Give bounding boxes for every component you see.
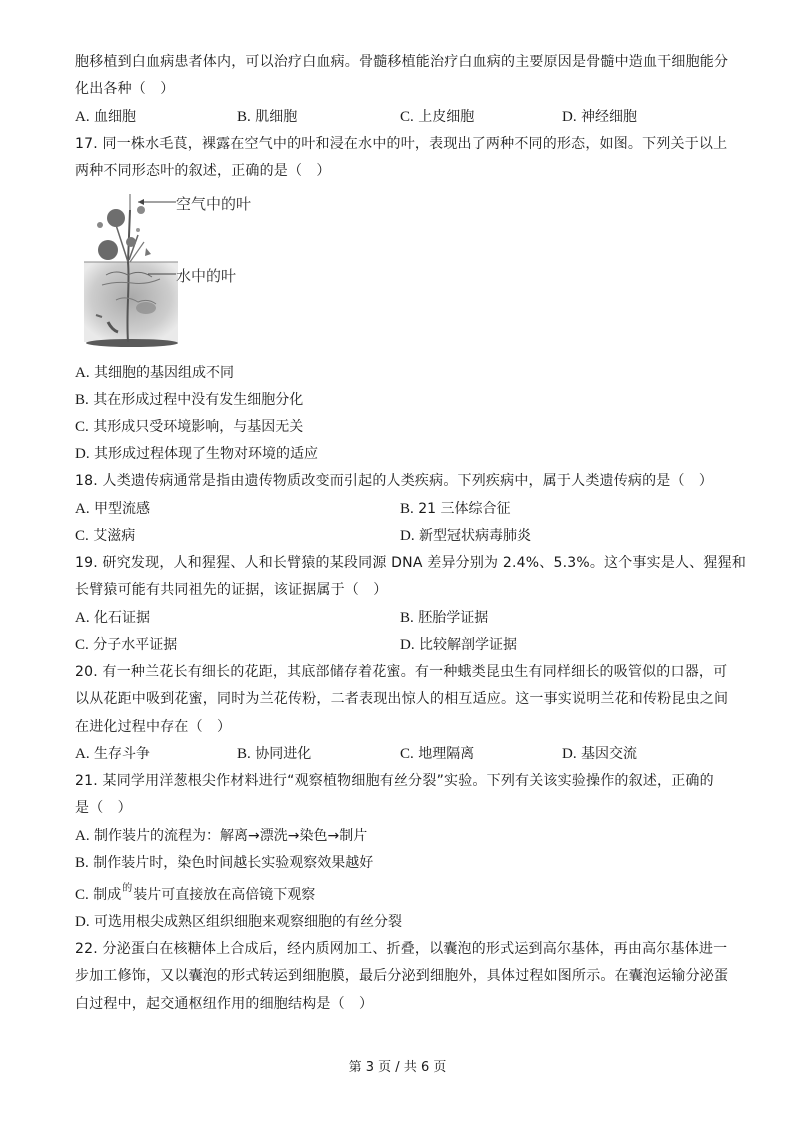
q16-stem-line1: 胞移植到白血病患者体内，可以治疗白血病。骨髓移植能治疗白血病的主要原因是骨髓中造血干细胞能分 [75, 54, 729, 70]
q17-option-d: D. 其形成过程体现了生物对环境的适应 [75, 446, 319, 462]
q20-stem-line2: 以从花距中吸到花蜜，同时为兰花传粉，二者表现出惊人的相互适应。这一事实说明兰花和传粉昆虫之间 [75, 691, 729, 707]
q18-option-d: D. 新型冠状病毒肺炎 [400, 528, 532, 544]
q20-option-b: B. 协同进化 [237, 746, 312, 762]
q16-option-a: A. 血细胞 [75, 109, 137, 125]
q16-stem-line2: 化出各种（ ） [75, 81, 175, 97]
q21-stem-line2: 是（ ） [75, 800, 132, 816]
q22-stem-line3: 白过程中，起交通枢纽作用的细胞结构是（ ） [75, 996, 374, 1012]
q20-option-c: C. 地理隔离 [400, 746, 475, 762]
q19-stem-line2: 长臂猿可能有共同祖先的证据，该证据属于（ ） [75, 582, 388, 598]
q19-option-b: B. 胚胎学证据 [400, 610, 489, 626]
q17-option-a: A. 其细胞的基因组成不同 [75, 365, 235, 381]
q16-option-c: C. 上皮细胞 [400, 109, 475, 125]
q17-stem-line1: 17. 同一株水毛茛，裸露在空气中的叶和浸在水中的叶，表现出了两种不同的形态，如图。下列关于以上 [75, 136, 728, 152]
water-buttercup-figure [76, 190, 286, 350]
q21-option-b: B. 制作装片时，染色时间越长实验观察效果越好 [75, 855, 374, 871]
q17-option-c: C. 其形成只受环境影响，与基因无关 [75, 419, 304, 435]
q22-stem-line2: 步加工修饰，又以囊泡的形式转运到细胞膜，最后分泌到细胞外，具体过程如图所示。在囊泡运输分泌蛋 [75, 968, 729, 984]
q21-option-a: A. 制作装片的流程为：解离→漂洗→染色→制片 [75, 828, 368, 844]
q20-stem-line1: 20. 有一种兰花长有细长的花距，其底部储存着花蜜。有一种蛾类昆虫生有同样细长的吸管似的口器，可 [75, 664, 728, 680]
q19-option-d: D. 比较解剖学证据 [400, 637, 518, 653]
q21-stem-line1: 21. 某同学用洋葱根尖作材料进行“观察植物细胞有丝分裂”实验。下列有关该实验操作的叙述，正确的 [75, 773, 714, 789]
q18-option-a: A. 甲型流感 [75, 501, 151, 517]
q20-option-d: D. 基因交流 [562, 746, 638, 762]
q19-stem-line1: 19. 研究发现，人和猩猩、人和长臂猿的某段同源 DNA 差异分别为 2.4%、5.3%。这个事实是人、猩猩和 [75, 555, 747, 571]
q20-option-a: A. 生存斗争 [75, 746, 151, 762]
q22-stem-line1: 22. 分泌蛋白在核糖体上合成后，经内质网加工、折叠，以囊泡的形式运到高尔基体，再由高尔基体进一 [75, 941, 728, 957]
q18-stem-line1: 18. 人类遗传病通常是指由遗传物质改变而引起的人类疾病。下列疾病中，属于人类遗传病的是（ ） [75, 473, 714, 489]
figure-label-water-leaf: 水中的叶 [176, 267, 237, 285]
q17-option-b: B. 其在形成过程中没有发生细胞分化 [75, 392, 304, 408]
q19-option-a: A. 化石证据 [75, 610, 151, 626]
q21-option-c: C. 制成$^的$装片可直接放在高倍镜下观察 [75, 883, 316, 903]
plant-illustration-icon [76, 190, 186, 350]
q16-option-d: D. 神经细胞 [562, 109, 638, 125]
q16-option-b: B. 肌细胞 [237, 109, 298, 125]
page-number-footer: 第 3 页 / 共 6 页 [348, 1060, 447, 1075]
q18-option-c: C. 艾滋病 [75, 528, 136, 544]
q17-stem-line2: 两种不同形态叶的叙述，正确的是（ ） [75, 163, 331, 179]
q19-option-c: C. 分子水平证据 [75, 637, 178, 653]
q18-option-b: B. 21 三体综合征 [400, 501, 511, 517]
figure-label-air-leaf: 空气中的叶 [176, 195, 252, 213]
q21-option-d: D. 可选用根尖成熟区组织细胞来观察细胞的有丝分裂 [75, 914, 403, 930]
q20-stem-line3: 在进化过程中存在（ ） [75, 719, 232, 735]
